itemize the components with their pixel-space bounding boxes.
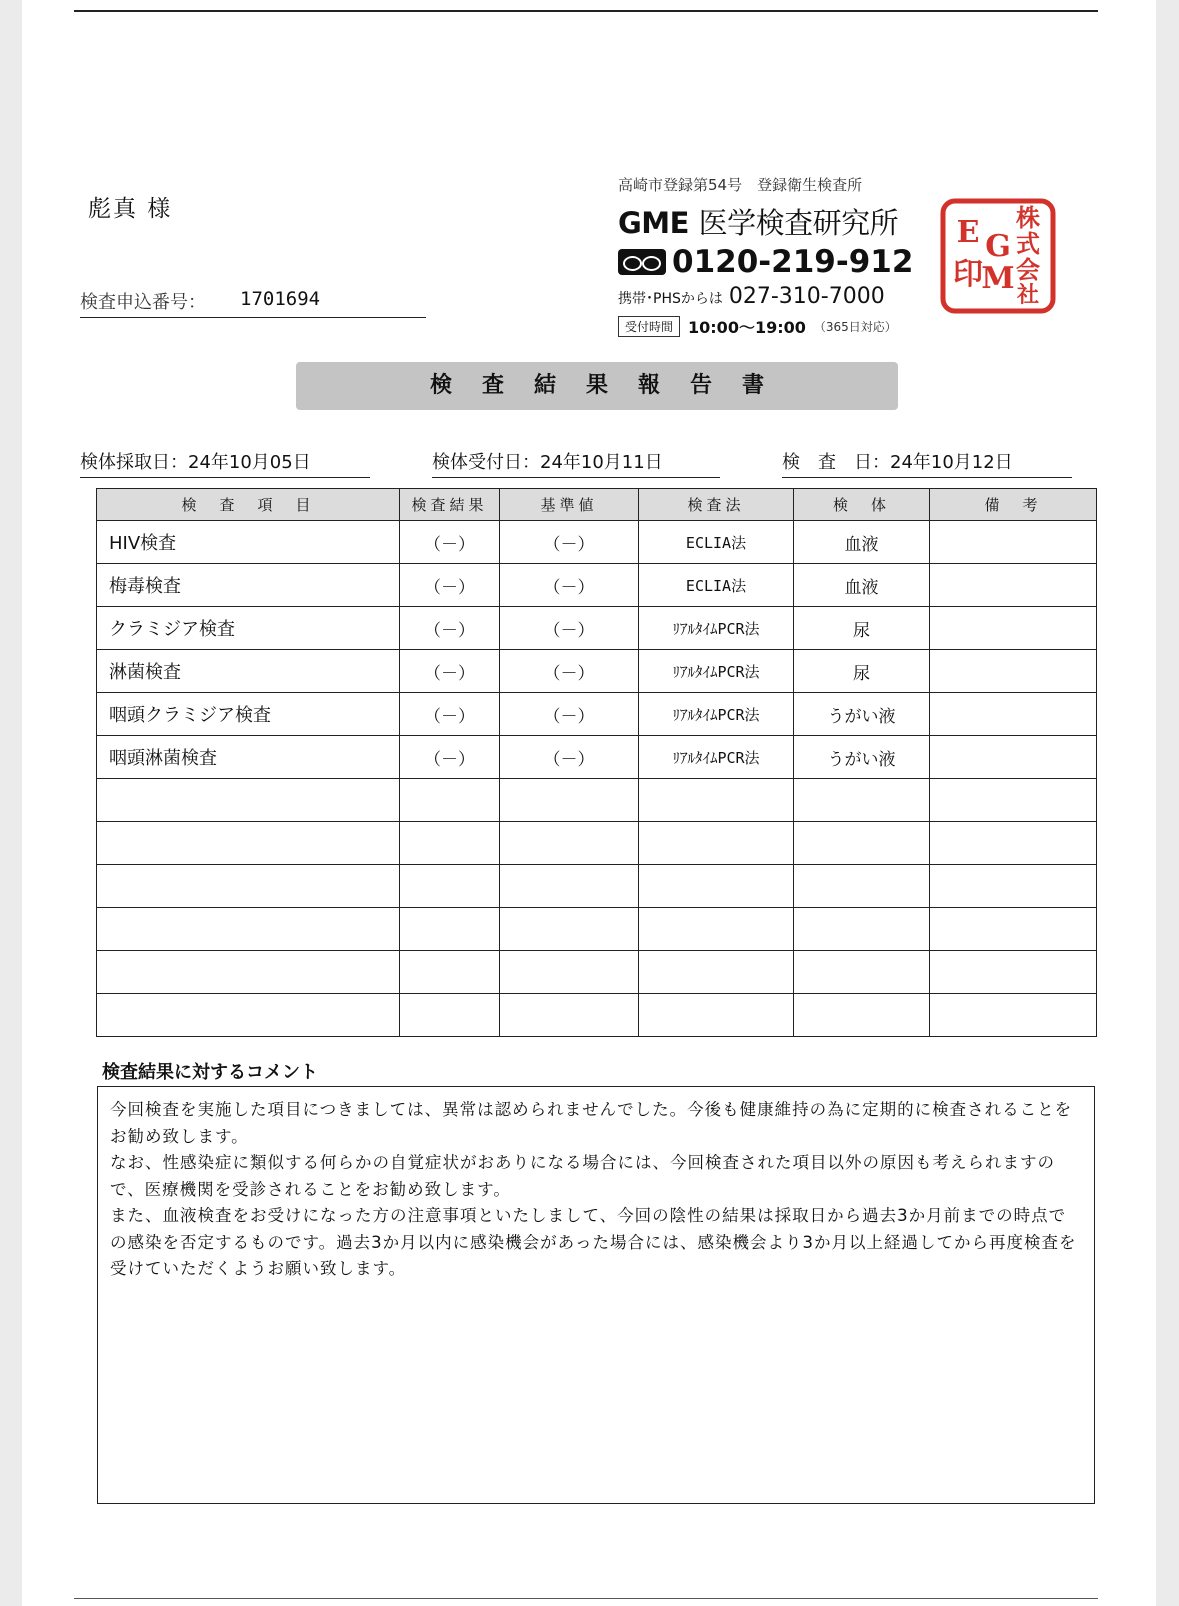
- comment-paragraph: なお、性感染症に類似する何らかの自覚症状がおありになる場合には、今回検査された項目以外の原因も考えられますので、医療機関を受診されることをお勧め致します。: [110, 1153, 1055, 1199]
- header-test-item: 検 査 項 目: [97, 489, 400, 521]
- specimen-cell: [794, 822, 930, 865]
- method-cell: ECLIA法: [639, 521, 794, 564]
- test-item-cell: HIV検査: [97, 521, 400, 564]
- reference-cell: （－）: [500, 736, 639, 779]
- application-number: [80, 288, 426, 318]
- remarks-cell: [930, 564, 1097, 607]
- lab-info: [618, 174, 918, 338]
- table-header-row: [97, 489, 1097, 521]
- specimen-cell: [794, 951, 930, 994]
- method-cell: [639, 951, 794, 994]
- remarks-cell: [930, 650, 1097, 693]
- company-seal-stamp: [940, 198, 1056, 314]
- result-cell: [400, 951, 500, 994]
- lab-mobile-tel: 027-310-7000: [728, 284, 885, 309]
- table-row: [97, 564, 1097, 607]
- specimen-cell: [794, 865, 930, 908]
- reference-cell: [500, 994, 639, 1037]
- svg-text:株: 株: [1016, 203, 1040, 232]
- specimen-cell: うがい液: [794, 693, 930, 736]
- specimen-cell: [794, 994, 930, 1037]
- svg-text:社: 社: [1016, 282, 1040, 308]
- method-cell: ﾘｱﾙﾀｲﾑPCR法: [639, 736, 794, 779]
- reference-cell: （－）: [500, 607, 639, 650]
- reference-cell: [500, 908, 639, 951]
- comment-box: [97, 1086, 1095, 1504]
- report-sheet: [22, 0, 1156, 1606]
- lab-hours: [618, 315, 918, 338]
- table-row: [97, 521, 1097, 564]
- header-remarks: 備 考: [930, 489, 1097, 521]
- test-item-cell: [97, 865, 400, 908]
- specimen-cell: 尿: [794, 650, 930, 693]
- svg-text:E: E: [956, 215, 980, 250]
- remarks-cell: [930, 994, 1097, 1037]
- lab-name: [618, 201, 918, 242]
- lab-mobile: [618, 284, 918, 309]
- remarks-cell: [930, 822, 1097, 865]
- report-title: 検査結果報告書: [296, 362, 898, 410]
- lab-name-text: 医学検査研究所: [698, 206, 899, 240]
- result-cell: （－）: [400, 564, 500, 607]
- lab-mobile-label: 携帯･PHSからは: [618, 291, 723, 307]
- hours-note: （365日対応）: [813, 320, 897, 334]
- reference-cell: （－）: [500, 521, 639, 564]
- header-specimen: 検 体: [794, 489, 930, 521]
- remarks-cell: [930, 521, 1097, 564]
- table-row: [97, 736, 1097, 779]
- method-cell: [639, 779, 794, 822]
- hours-label: 受付時間: [618, 316, 680, 337]
- test-item-cell: [97, 951, 400, 994]
- lab-brand: GME: [618, 206, 689, 240]
- svg-text:式: 式: [1016, 229, 1040, 258]
- method-cell: ﾘｱﾙﾀｲﾑPCR法: [639, 607, 794, 650]
- collection-date: 検体採取日：24年10月05日: [80, 448, 370, 478]
- specimen-cell: 血液: [794, 564, 930, 607]
- comment-paragraph: 今回検査を実施した項目につきましては、異常は認められませんでした。今後も健康維持の為に定期的に検査されることをお勧め致します。: [110, 1100, 1073, 1146]
- specimen-cell: [794, 779, 930, 822]
- method-cell: [639, 822, 794, 865]
- test-item-cell: [97, 779, 400, 822]
- svg-text:G: G: [985, 229, 1011, 264]
- method-cell: [639, 908, 794, 951]
- table-row: [97, 951, 1097, 994]
- table-row: [97, 865, 1097, 908]
- remarks-cell: [930, 736, 1097, 779]
- reference-cell: [500, 822, 639, 865]
- table-row: [97, 779, 1097, 822]
- hours-value: 10:00～19:00: [688, 318, 806, 337]
- result-cell: [400, 779, 500, 822]
- comment-label: 検査結果に対するコメント: [102, 1062, 318, 1083]
- table-row: [97, 607, 1097, 650]
- result-cell: [400, 865, 500, 908]
- specimen-cell: うがい液: [794, 736, 930, 779]
- remarks-cell: [930, 693, 1097, 736]
- reference-cell: [500, 865, 639, 908]
- test-item-cell: [97, 822, 400, 865]
- method-cell: [639, 865, 794, 908]
- svg-text:M: M: [981, 261, 1015, 296]
- method-cell: ECLIA法: [639, 564, 794, 607]
- remarks-cell: [930, 779, 1097, 822]
- table-row: [97, 693, 1097, 736]
- result-cell: （－）: [400, 607, 500, 650]
- result-cell: [400, 994, 500, 1037]
- result-cell: [400, 908, 500, 951]
- result-cell: （－）: [400, 650, 500, 693]
- method-cell: ﾘｱﾙﾀｲﾑPCR法: [639, 650, 794, 693]
- lab-registration: 高崎市登録第54号 登録衛生検査所: [618, 176, 863, 194]
- remarks-cell: [930, 865, 1097, 908]
- specimen-cell: 血液: [794, 521, 930, 564]
- svg-text:印: 印: [953, 257, 983, 292]
- reference-cell: [500, 951, 639, 994]
- remarks-cell: [930, 908, 1097, 951]
- table-row: [97, 650, 1097, 693]
- reference-cell: （－）: [500, 693, 639, 736]
- reference-cell: （－）: [500, 564, 639, 607]
- result-cell: [400, 822, 500, 865]
- result-cell: （－）: [400, 736, 500, 779]
- remarks-cell: [930, 951, 1097, 994]
- table-row: [97, 994, 1097, 1037]
- svg-text:会: 会: [1016, 255, 1040, 284]
- test-date: 検 査 日：24年10月12日: [782, 448, 1072, 478]
- remarks-cell: [930, 607, 1097, 650]
- recipient-name: 彪真 様: [88, 196, 173, 222]
- test-item-cell: クラミジア検査: [97, 607, 400, 650]
- table-row: [97, 822, 1097, 865]
- top-rule: [74, 10, 1098, 12]
- result-cell: （－）: [400, 693, 500, 736]
- test-item-cell: 咽頭淋菌検査: [97, 736, 400, 779]
- reference-cell: （－）: [500, 650, 639, 693]
- test-item-cell: [97, 994, 400, 1037]
- application-number-value: 1701694: [240, 288, 321, 310]
- header-method: 検査法: [639, 489, 794, 521]
- header-result: 検査結果: [400, 489, 500, 521]
- test-item-cell: [97, 908, 400, 951]
- lab-tel: 0120-219-912: [672, 244, 914, 280]
- freedial-icon: [618, 249, 666, 275]
- header-reference: 基準値: [500, 489, 639, 521]
- reference-cell: [500, 779, 639, 822]
- results-table: [96, 488, 1097, 1037]
- comment-paragraph: また、血液検査をお受けになった方の注意事項といたしまして、今回の陰性の結果は採取日から過去3か月前までの時点での感染を否定するものです。過去3か月以内に感染機会があった場合には、感染機会より3か月以上経過してから再度検査を受けていただくようお願い致します。: [110, 1206, 1077, 1278]
- method-cell: ﾘｱﾙﾀｲﾑPCR法: [639, 693, 794, 736]
- test-item-cell: 梅毒検査: [97, 564, 400, 607]
- bottom-rule: [74, 1598, 1098, 1599]
- application-number-label: 検査申込番号：: [80, 292, 206, 313]
- lab-freedial: [618, 244, 918, 280]
- method-cell: [639, 994, 794, 1037]
- specimen-cell: [794, 908, 930, 951]
- table-row: [97, 908, 1097, 951]
- test-item-cell: 咽頭クラミジア検査: [97, 693, 400, 736]
- test-item-cell: 淋菌検査: [97, 650, 400, 693]
- result-cell: （－）: [400, 521, 500, 564]
- specimen-cell: 尿: [794, 607, 930, 650]
- received-date: 検体受付日：24年10月11日: [432, 448, 720, 478]
